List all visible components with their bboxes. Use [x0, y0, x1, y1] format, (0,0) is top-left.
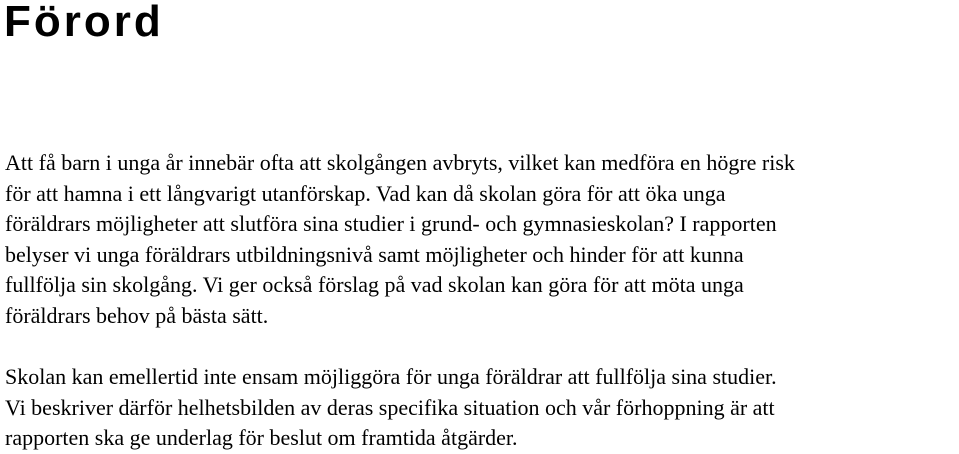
paragraph-line: Att få barn i unga år innebär ofta att skolgången avbryts, vilket kan medföra en högre risk — [5, 150, 795, 175]
page-title: Förord — [4, 0, 164, 46]
paragraph-line: Vi beskriver därför helhetsbilden av deras specifika situation och vår förhoppning är att — [5, 394, 775, 420]
paragraph-line: för att hamna i ett långvarigt utanförskap. Vad kan då skolan göra för att öka unga — [5, 180, 726, 206]
paragraph-intro — [5, 148, 957, 331]
paragraph-line: fullfölja sin skolgång. Vi ger också förslag på vad skolan kan göra för att möta unga — [5, 272, 744, 297]
paragraph-line: belyser vi unga föräldrars utbildningsnivå samt möjligheter och hinder för att kunna — [5, 241, 744, 267]
paragraph-line: rapporten ska ge underlag för beslut om framtida åtgärder. — [5, 425, 518, 450]
paragraph-conclusion — [5, 362, 957, 454]
paragraph-line: föräldrars behov på bästa sätt. — [5, 302, 269, 328]
paragraph-line: Skolan kan emellertid inte ensam möjliggöra för unga föräldrar att fullfölja sina studier. — [5, 364, 777, 389]
paragraph-line: föräldrars möjligheter att slutföra sina studier i grund- och gymnasieskolan? I rapporten — [5, 211, 777, 236]
